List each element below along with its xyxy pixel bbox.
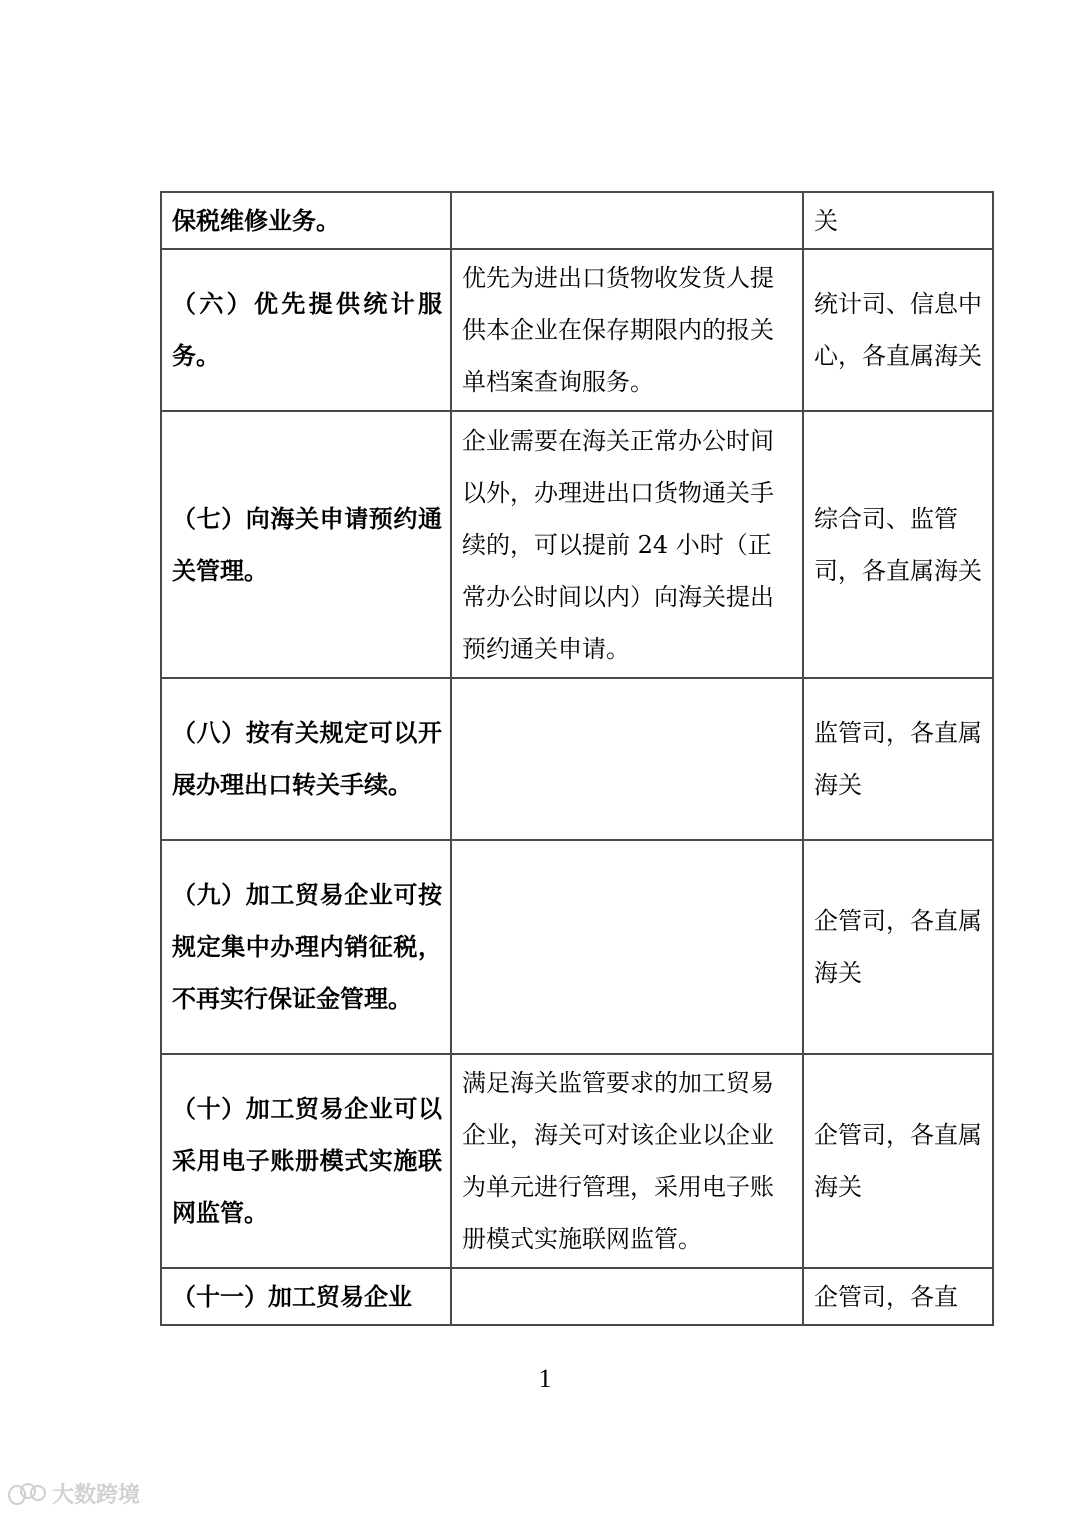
department-cell: 综合司、监管司，各直属海关	[803, 411, 993, 678]
item-cell: （八）按有关规定可以开展办理出口转关手续。	[161, 678, 451, 840]
description-cell	[451, 192, 803, 249]
watermark-logo-icon	[8, 1483, 46, 1505]
department-cell: 企管司，各直属海关	[803, 840, 993, 1054]
table-row	[161, 192, 993, 249]
table-row	[161, 411, 993, 678]
item-cell: 保税维修业务。	[161, 192, 451, 249]
table-row	[161, 678, 993, 840]
description-cell: 企业需要在海关正常办公时间以外，办理进出口货物通关手续的，可以提前 24 小时（正常办公时间以内）向海关提出预约通关申请。	[451, 411, 803, 678]
description-cell: 满足海关监管要求的加工贸易企业，海关可对该企业以企业为单元进行管理，采用电子账册模式实施联网监管。	[451, 1054, 803, 1268]
department-cell: 企管司，各直属海关	[803, 1054, 993, 1268]
description-cell	[451, 840, 803, 1054]
table-row	[161, 249, 993, 411]
item-cell: （六）优先提供统计服务。	[161, 249, 451, 411]
watermark	[8, 1478, 140, 1509]
page-number: 1	[538, 1364, 552, 1393]
item-cell: （七）向海关申请预约通关管理。	[161, 411, 451, 678]
watermark-text: 大数跨境	[52, 1483, 141, 1508]
department-cell: 企管司，各直	[803, 1268, 993, 1325]
item-cell: （九）加工贸易企业可按规定集中办理内销征税，不再实行保证金管理。	[161, 840, 451, 1054]
table-row	[161, 840, 993, 1054]
item-cell: （十）加工贸易企业可以采用电子账册模式实施联网监管。	[161, 1054, 451, 1268]
table-row	[161, 1054, 993, 1268]
department-cell: 统计司、信息中心，各直属海关	[803, 249, 993, 411]
department-cell: 关	[803, 192, 993, 249]
description-cell	[451, 678, 803, 840]
description-cell: 优先为进出口货物收发货人提供本企业在保存期限内的报关单档案查询服务。	[451, 249, 803, 411]
item-cell: （十一）加工贸易企业	[161, 1268, 451, 1325]
description-cell	[451, 1268, 803, 1325]
department-cell: 监管司，各直属海关	[803, 678, 993, 840]
table-row	[161, 1268, 993, 1325]
policy-table	[160, 191, 994, 1326]
